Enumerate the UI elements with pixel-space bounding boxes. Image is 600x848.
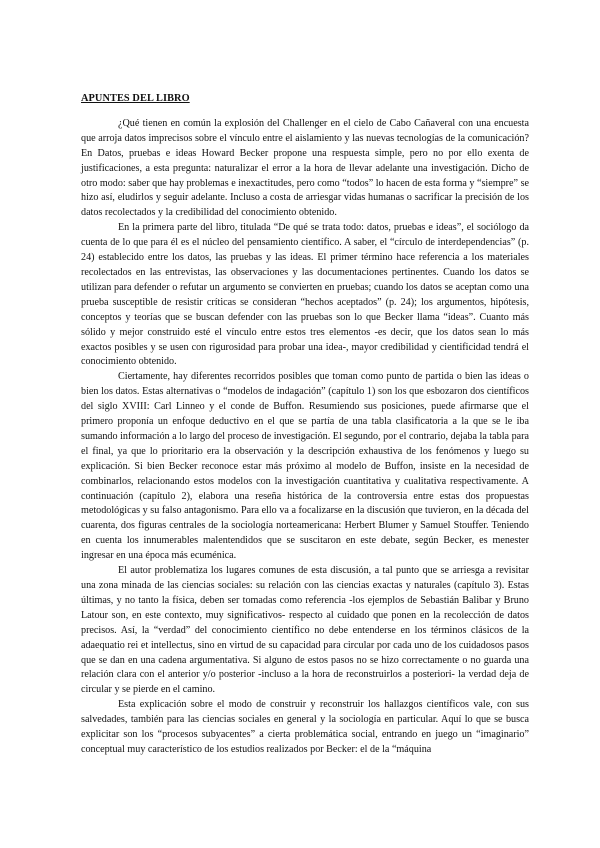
document-page bbox=[81, 92, 529, 758]
paragraph-5: Esta explicación sobre el modo de construir y reconstruir los hallazgos científicos vale, con sus salvedades, también para las ciencias sociales en general y la sociología en particular. Aquí lo que se busca explicitar son los “procesos subyacentes” a cierta problemática social, entrando en juego un “imaginario” conceptual muy característico de los estudios realizados por Becker: el de la “máquina bbox=[81, 699, 529, 755]
paragraph-4: El autor problematiza los lugares comunes de esta discusión, a tal punto que se arriesga a revisitar una zona minada de las ciencias sociales: su relación con las ciencias exactas y naturales (capítulo 3). Estas últimas, y no tanto la física, deben ser tomadas como referencia -los ejemplos de Sebastián Balibar y Bruno Latour son, en este contexto, muy significativos- respecto al cuidado que ponen en la recolección de datos precisos. Así, la “verdad” del conocimiento científico no debe entenderse en los términos clásicos de la adaequatio rei et intellectus, sino en virtud de su capacidad para circular por cada uno de los cuidadosos pasos que se dan en una cadena argumentativa. Si alguno de estos pasos no se hizo correctamente o no guarda una relación clara con el anterior y/o posterior -incluso a la hora de reconstruirlos a posteriori- la verdad deja de circular y se pierde en el camino. bbox=[81, 565, 529, 696]
paragraph-3: Ciertamente, hay diferentes recorridos posibles que toman como punto de partida o bien las ideas o bien los datos. Estas alternativas o “modelos de indagación” (capítulo 1) son los que esbozaron dos científicos del siglo XVIII: Carl Linneo y el conde de Buffon. Resumiendo sus posiciones, puede afirmarse que el primero proponía un enfoque deductivo en el que se partía de una tabla clasificatoria a la que se le iba sumando información a lo largo del proceso de investigación. El segundo, por el contrario, dejaba la tabla para el final, ya que lo prioritario era la observación y la descripción exhaustiva de los fenómenos y luego su explicación. Si bien Becker reconoce estar más próximo al modelo de Buffon, insiste en la necesidad de combinarlos, relacionando estos modelos con la investigación cuantitativa y cualitativa respectivamente. A continuación (capítulo 2), elabora una reseña histórica de la controversia entre estas dos propuestas metodológicas y su falso antagonismo. Para ello va a focalizarse en la discusión que tuvieron, en la década del cuarenta, dos figuras centrales de la sociología norteamericana: Herbert Blumer y Samuel Stouffer. Teniendo en cuenta los innumerables malentendidos que se suscitaron en este debate, según Becker, es menester ingresar en una época más ecuménica. bbox=[81, 371, 529, 562]
document-title: APUNTES DEL LIBRO bbox=[81, 93, 190, 104]
paragraph-2: En la primera parte del libro, titulada “De qué se trata todo: datos, pruebas e ideas”, el sociólogo da cuenta de lo que para él es el núcleo del pensamiento científico. A saber, el “círculo de interdependencias” (p. 24) establecido entre los datos, las pruebas y las ideas. El primer término hace referencia a los materiales recolectados en las entrevistas, las observaciones y las documentaciones pertinentes. Cuando los datos se utilizan para defender o refutar un argumento se convierten en pruebas; cuando los datos se aceptan como una prueba susceptible de resistir críticas se consideran “hechos aceptados” (p. 24); los argumentos, hipótesis, conceptos y teorías que se buscan defender con las pruebas son lo que Becker llama “ideas”. Cuanto más sólido y mejor construido esté el vínculo entre estos tres elementos -es decir, que los datos sean lo más exactos posibles y se usen con rigurosidad para probar una idea-, mayor credibilidad y cientificidad tendrá el conocimiento obtenido. bbox=[81, 222, 529, 368]
paragraph-1: ¿Qué tienen en común la explosión del Challenger en el cielo de Cabo Cañaveral con una encuesta que arroja datos imprecisos sobre el vínculo entre el aislamiento y las nuevas tecnologías de la comunicación? En Datos, pruebas e ideas Howard Becker propone una respuesta simple, pero no por ello exenta de justificaciones, a esta pregunta: naturalizar el error a la hora de llevar adelante una investigación. Dicho de otro modo: saber que hay problemas e inexactitudes, pero como “todos” lo hacen de esta forma y “siempre” se hizo así, eludirlos y seguir adelante. Incluso a costa de arriesgar vidas humanas o sacrificar la precisión de los datos recolectados y la credibilidad del conocimiento obtenido. bbox=[81, 117, 529, 219]
